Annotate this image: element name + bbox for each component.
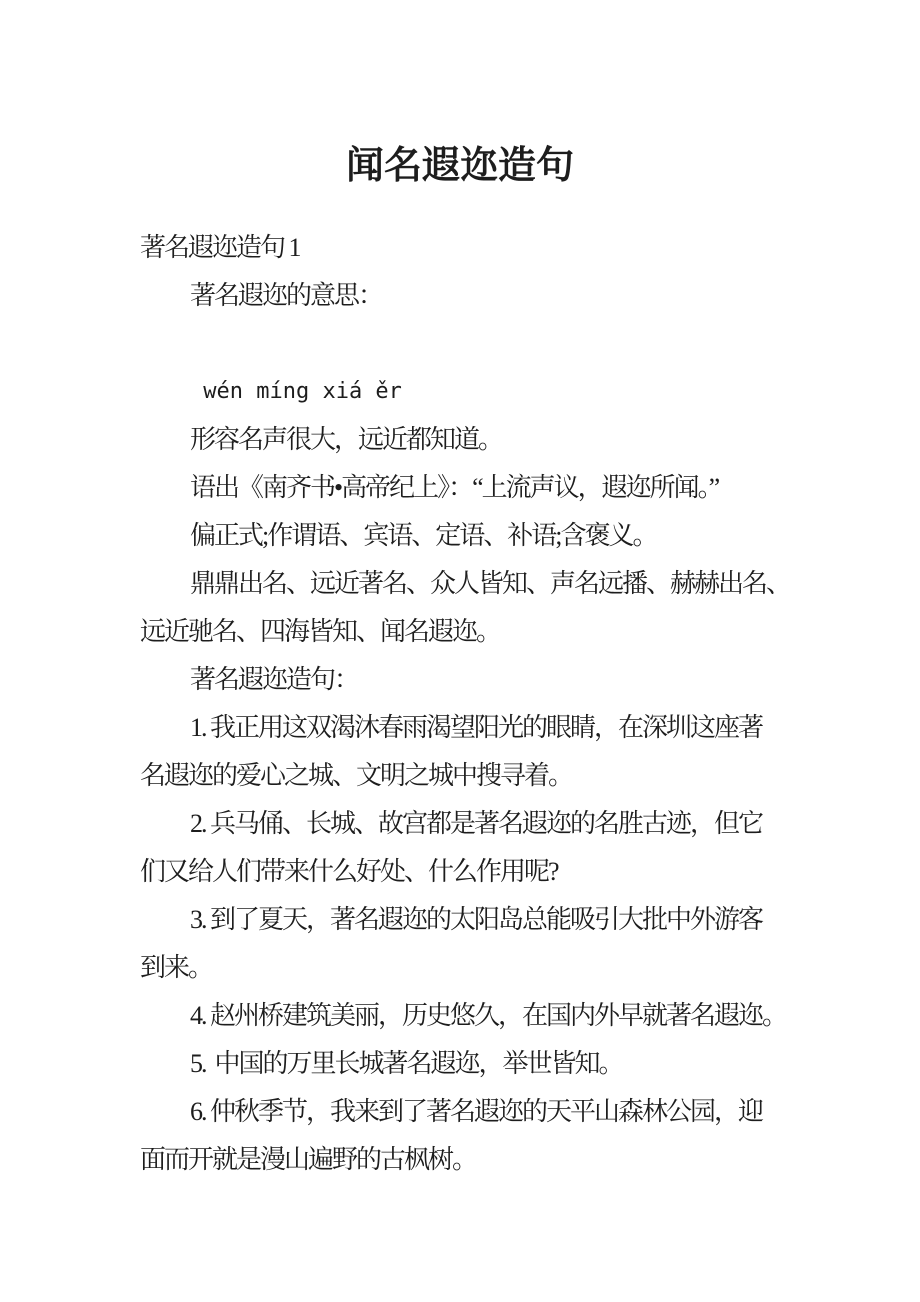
text-line: 们又给人们带来什么好处、什么作用呢? [140,857,558,886]
text-line: 著名遐迩造句： [190,665,359,694]
text-line: 名遐迩的爱心之城、文明之城中搜寻着。 [140,761,573,790]
text-line: 偏正式;作谓语、宾语、定语、补语;含褒义。 [190,521,657,550]
text-line: 鼎鼎出名、远近著名、众人皆知、声名远播、赫赫出名、 [190,569,791,598]
document-title: 闻名遐迩造句 [345,145,574,187]
text-line: 2. 兵马俑、长城、故宫都是著名遐迩的名胜古迹，但它 [190,809,763,838]
text-line: 语出《南齐书•高帝纪上》：“上流声议，遐迩所闻。” [190,473,719,502]
text-line: 远近驰名、四海皆知、闻名遐迩。 [140,617,501,646]
text-line: 到来。 [140,953,213,982]
text-line: 4. 赵州桥建筑美丽，历史悠久，在国内外早就著名遐迩。 [190,1001,787,1030]
text-line: 6. 仲秋季节，我来到了著名遐迩的天平山森林公园，迎 [190,1097,763,1126]
text-line: 1. 我正用这双渴沐春雨渴望阳光的眼睛，在深圳这座著 [190,713,763,742]
text-line: 著名遐迩造句 1 [140,233,300,262]
text-line: 著名遐迩的意思： [190,281,383,310]
blank-line [140,320,840,368]
document-body [140,224,840,1184]
text-line: 面而开就是漫山遍野的古枫树。 [140,1145,477,1174]
text-line: 3. 到了夏天，著名遐迩的太阳岛总能吸引大批中外游客 [190,905,763,934]
text-line: 5. 中国的万里长城著名遐迩，举世皆知。 [190,1049,623,1078]
text-line: 形容名声很大，远近都知道。 [190,425,503,454]
pinyin-line: wén míng xiá ěr [190,379,402,404]
